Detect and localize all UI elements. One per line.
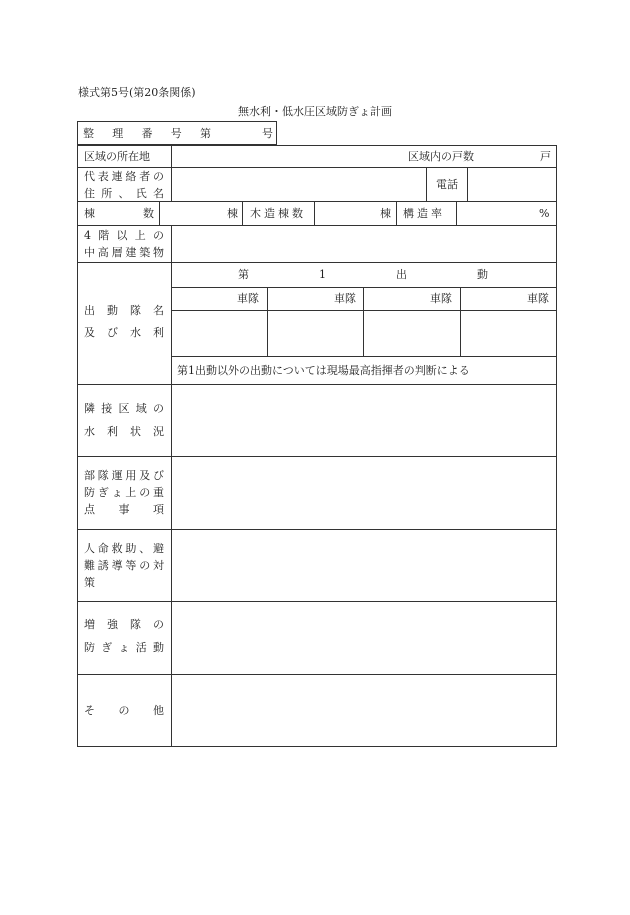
uo-char: の <box>139 486 151 499</box>
rep-char: 表 <box>97 170 109 183</box>
location-label: 区域の所在地 <box>84 150 150 163</box>
rf-char: 防 <box>84 641 95 654</box>
hr-char: 築 <box>139 246 151 259</box>
aw-char: 隣 <box>84 402 95 415</box>
rf-char: 活 <box>135 641 147 654</box>
row-divider <box>77 674 557 675</box>
dsp-char: 動 <box>107 304 118 317</box>
rep-char: 所 <box>101 187 113 200</box>
dsp-char: 及 <box>84 326 95 339</box>
label-column-divider <box>171 225 172 747</box>
uo-char: ぎ <box>97 486 109 499</box>
ot-char: 他 <box>153 704 164 717</box>
rf-char: 隊 <box>130 618 141 631</box>
dispatch-note: 第1出動以外の出動については現場最高指揮者の判断による <box>177 364 470 377</box>
form-number-label: 様式第5号(第20条関係) <box>78 86 196 99</box>
percent-unit: % <box>539 207 550 220</box>
uo-char: ょ <box>111 486 123 499</box>
mgmt-char: 番 <box>141 127 153 140</box>
uo-char: 上 <box>125 486 137 499</box>
row-divider <box>77 601 557 602</box>
building-divider <box>159 201 160 225</box>
building-divider <box>314 201 315 225</box>
rs-char: の <box>139 559 151 572</box>
structure-rate-label: 構造率 <box>403 207 445 220</box>
hr-char: 物 <box>152 246 164 259</box>
rs-char: 対 <box>152 559 164 572</box>
hr-char: 上 <box>134 229 146 242</box>
first-dispatch-header <box>238 268 488 281</box>
unit-label-4: 車隊 <box>527 292 549 305</box>
rep-char: 連 <box>111 170 123 183</box>
dsp-char: 出 <box>84 304 95 317</box>
rs-char: 命 <box>97 542 109 555</box>
rep-char: 名 <box>153 187 164 200</box>
uo-char: 点 <box>84 503 95 516</box>
hr-char: 4 <box>84 229 91 242</box>
management-number-label <box>83 127 211 140</box>
building-count-label <box>84 207 154 220</box>
unit-label-2: 車隊 <box>334 292 356 305</box>
mgmt-char: 理 <box>112 127 124 140</box>
management-number-suffix: 号 <box>262 127 273 140</box>
uo-char: 用 <box>125 469 137 482</box>
uo-char: 及 <box>139 469 151 482</box>
rf-char: 強 <box>107 618 118 631</box>
building-count-unit: 棟 <box>227 207 238 220</box>
hr-char: 高 <box>97 246 109 259</box>
rs-char: 助 <box>125 542 137 555</box>
rf-char: 動 <box>153 641 164 654</box>
bld-char: 棟 <box>84 207 95 220</box>
aw-char: 水 <box>84 425 95 438</box>
unit-column-divider <box>460 287 461 356</box>
rs-char: 誘 <box>97 559 109 572</box>
hr-char: 層 <box>111 246 123 259</box>
rep-char: 氏 <box>135 187 147 200</box>
form-title: 無水利・低水圧区域防ぎょ計画 <box>238 105 392 118</box>
aw-char: 利 <box>107 425 118 438</box>
aw-char: 域 <box>135 402 147 415</box>
uo-char: 事 <box>118 503 130 516</box>
aw-char: 区 <box>118 402 130 415</box>
households-unit: 戸 <box>540 150 551 163</box>
unit-column-divider <box>267 287 268 356</box>
wooden-count-unit: 棟 <box>380 207 391 220</box>
hr-char: 建 <box>125 246 137 259</box>
uo-char: 部 <box>84 469 95 482</box>
rep-char: 、 <box>118 187 130 200</box>
unit-label-3: 車隊 <box>430 292 452 305</box>
rescue-label <box>84 540 164 591</box>
management-number-box <box>77 121 277 145</box>
aw-char: 接 <box>101 402 113 415</box>
rf-char: ょ <box>118 641 130 654</box>
label-column-divider <box>171 145 172 201</box>
uo-char: 防 <box>84 486 95 499</box>
rf-char: ぎ <box>101 641 113 654</box>
wooden-count-label: 木造棟数 <box>250 207 306 220</box>
rs-char: 導 <box>111 559 123 572</box>
mgmt-char: 整 <box>83 127 94 140</box>
building-divider <box>456 201 457 225</box>
unit-column-divider <box>363 287 364 356</box>
rs-char: 難 <box>84 559 95 572</box>
rep-char: 絡 <box>125 170 137 183</box>
other-label <box>84 704 164 717</box>
phone-label: 電話 <box>436 178 458 191</box>
aw-char: 況 <box>153 425 164 438</box>
fd-char: 1 <box>319 268 326 281</box>
adjacent-water-label <box>84 397 164 443</box>
ot-char: の <box>118 704 130 717</box>
unit-operation-label <box>84 467 164 518</box>
hr-char: 階 <box>98 229 110 242</box>
rs-char: 救 <box>111 542 123 555</box>
aw-char: 状 <box>130 425 141 438</box>
rs-char: 等 <box>125 559 137 572</box>
rf-char: 増 <box>84 618 95 631</box>
row-divider <box>77 262 557 263</box>
dsp-char: 利 <box>153 326 164 339</box>
fd-char: 第 <box>238 268 249 281</box>
mgmt-char: 第 <box>200 127 211 140</box>
bld-char: 数 <box>143 207 154 220</box>
highrise-label <box>84 227 164 261</box>
rep-char: 住 <box>84 187 95 200</box>
reinforcement-label <box>84 613 164 659</box>
row-divider <box>77 384 557 385</box>
fd-char: 出 <box>396 268 407 281</box>
phone-divider <box>467 167 468 201</box>
row-divider <box>77 529 557 530</box>
rs-char: 人 <box>84 542 95 555</box>
hr-char: 中 <box>84 246 95 259</box>
households-label: 区域内の戸数 <box>408 150 474 163</box>
phone-divider <box>426 167 427 201</box>
dsp-char: び <box>107 326 118 339</box>
dsp-char: 水 <box>130 326 141 339</box>
uo-char: 運 <box>111 469 123 482</box>
dispatch-subdivider <box>171 310 557 311</box>
dispatch-label <box>84 300 164 344</box>
aw-char: の <box>153 402 164 415</box>
hr-char: 以 <box>116 229 128 242</box>
hr-char: の <box>153 229 164 242</box>
ot-char: そ <box>84 704 95 717</box>
unit-label-1: 車隊 <box>237 292 259 305</box>
rs-char: 、 <box>139 542 151 555</box>
dispatch-subdivider <box>171 356 557 357</box>
rs-char: 策 <box>84 576 95 589</box>
uo-char: 項 <box>153 503 164 516</box>
rs-char: 避 <box>152 542 164 555</box>
rf-char: の <box>153 618 164 631</box>
row-divider <box>77 456 557 457</box>
dsp-char: 名 <box>153 304 164 317</box>
uo-char: び <box>152 469 164 482</box>
mgmt-char: 号 <box>170 127 182 140</box>
representative-label <box>84 168 164 202</box>
fd-char: 動 <box>477 268 488 281</box>
dispatch-subdivider <box>171 287 557 288</box>
uo-char: 重 <box>152 486 164 499</box>
building-divider <box>242 201 243 225</box>
rep-char: の <box>152 170 164 183</box>
row-divider <box>77 225 557 226</box>
rep-char: 代 <box>84 170 95 183</box>
dsp-char: 隊 <box>130 304 141 317</box>
uo-char: 隊 <box>97 469 109 482</box>
rep-char: 者 <box>139 170 151 183</box>
building-divider <box>396 201 397 225</box>
